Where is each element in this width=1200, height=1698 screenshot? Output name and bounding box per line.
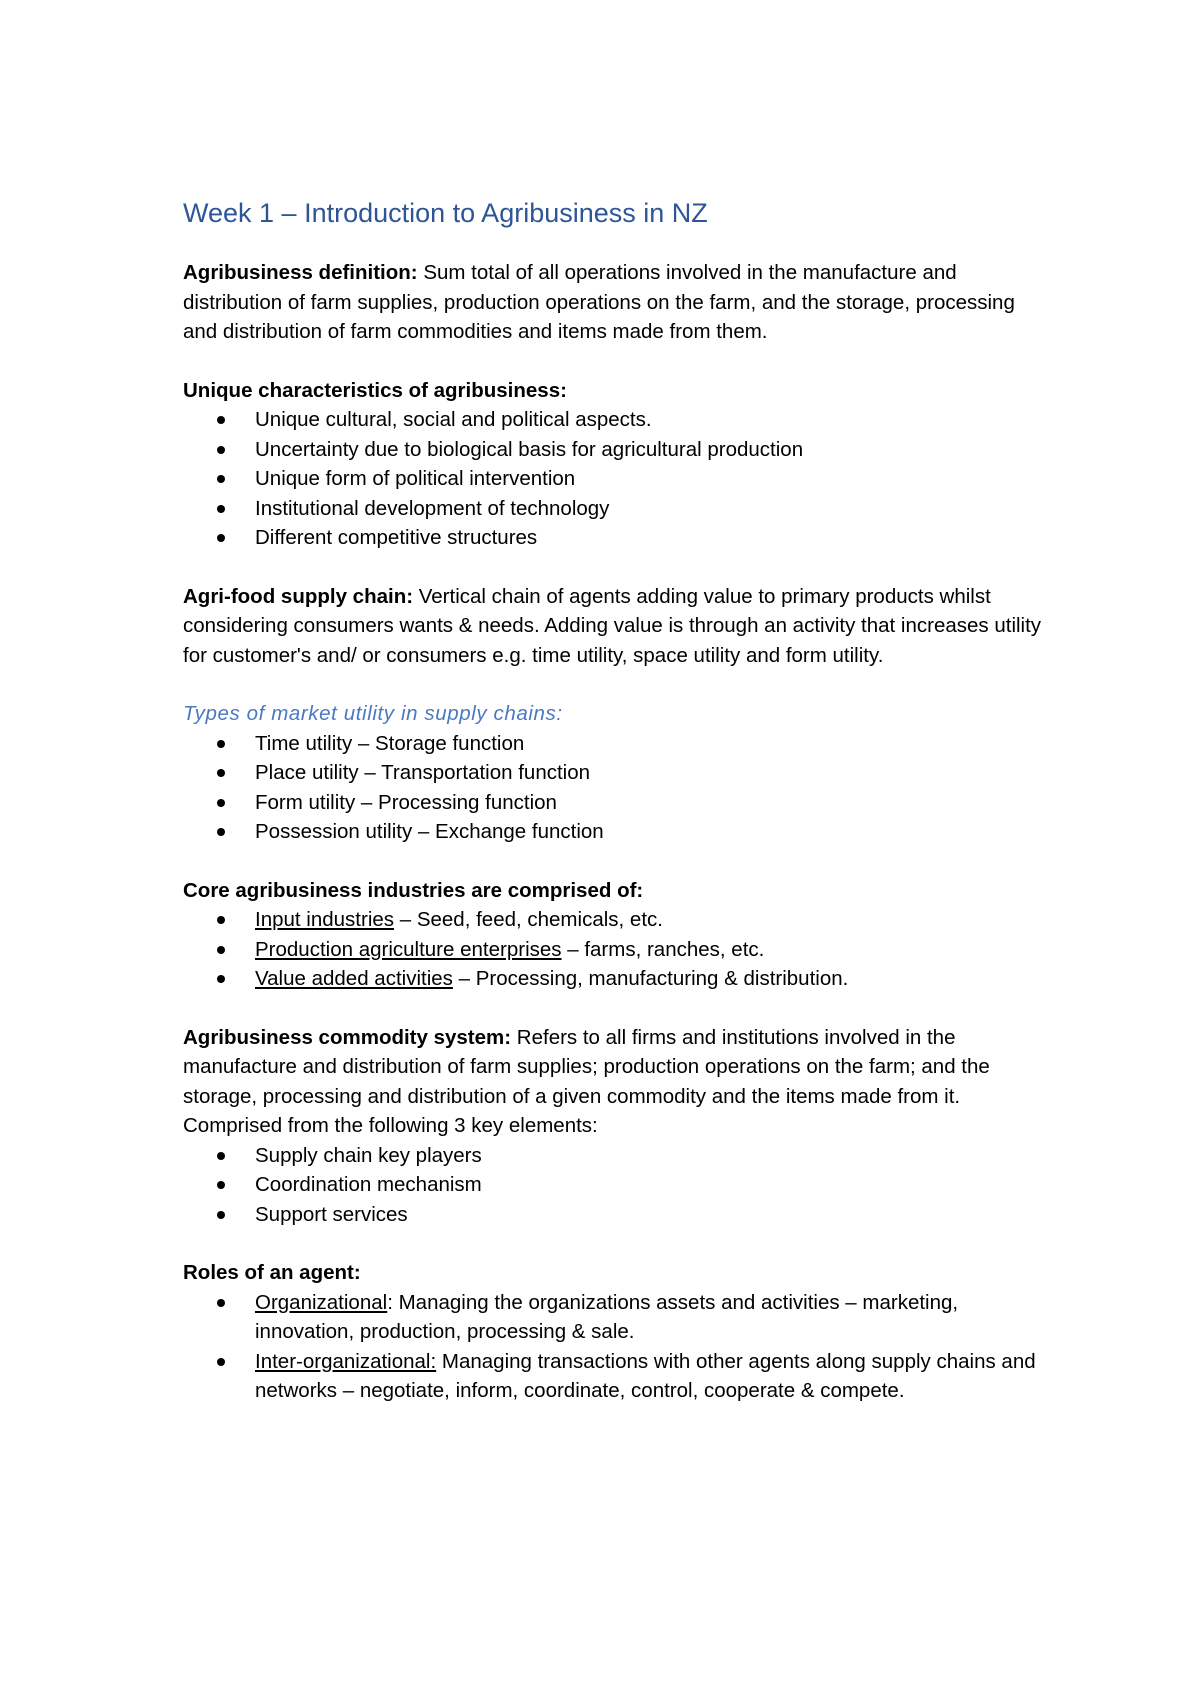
bullet-icon — [217, 799, 225, 807]
commodity-label: Agribusiness commodity system: — [183, 1025, 512, 1049]
bullet-icon — [217, 475, 225, 483]
list-item: Organizational: Managing the organizations assets and activities – marketing, innovation, production, processing & sale. — [183, 1288, 1043, 1347]
list-item: Different competitive structures — [183, 523, 1043, 553]
list-item: Time utility – Storage function — [183, 729, 1043, 759]
bullet-icon — [217, 1181, 225, 1189]
bullet-icon — [217, 416, 225, 424]
bullet-icon — [217, 828, 225, 836]
list-item: Supply chain key players — [183, 1141, 1043, 1171]
roles-list — [183, 1288, 1043, 1406]
list-item: Value added activities – Processing, manufacturing & distribution. — [183, 964, 1043, 994]
supply-chain-label: Agri-food supply chain: — [183, 584, 414, 608]
list-item: Input industries – Seed, feed, chemicals, etc. — [183, 905, 1043, 935]
list-item: Possession utility – Exchange function — [183, 817, 1043, 847]
list-item: Form utility – Processing function — [183, 788, 1043, 818]
bullet-icon — [217, 916, 225, 924]
definition-paragraph — [183, 258, 1043, 347]
core-heading: Core agribusiness industries are comprised of: — [183, 878, 644, 902]
page-title: Week 1 – Introduction to Agribusiness in NZ — [183, 198, 708, 228]
utility-heading: Types of market utility in supply chains: — [183, 702, 563, 725]
list-item: Production agriculture enterprises – farms, ranches, etc. — [183, 935, 1043, 965]
unique-list — [183, 405, 1043, 553]
bullet-icon — [217, 1152, 225, 1160]
list-item: Support services — [183, 1200, 1043, 1230]
bullet-icon — [217, 975, 225, 983]
roles-heading: Roles of an agent: — [183, 1261, 361, 1284]
document-page — [183, 196, 1043, 1435]
bullet-icon — [217, 769, 225, 777]
bullet-icon — [217, 946, 225, 954]
bullet-icon — [217, 505, 225, 513]
list-item: Uncertainty due to biological basis for agricultural production — [183, 435, 1043, 465]
commodity-text: Refers to all firms and institutions involved in the manufacture and distribution of farm supplies; production operations on the farm; and the storage, processing and distribution of a given commodity and the items made from it. Comprised from the following 3 key elements: — [183, 1025, 990, 1137]
supply-chain-paragraph — [183, 582, 1043, 671]
bullet-icon — [217, 1299, 225, 1307]
list-item: Inter-organizational: Managing transactions with other agents along supply chains and networks – negotiate, inform, coordinate, control, cooperate & compete. — [183, 1347, 1043, 1406]
core-list — [183, 905, 1043, 994]
commodity-list — [183, 1141, 1043, 1230]
bullet-icon — [217, 740, 225, 748]
commodity-paragraph — [183, 1023, 1043, 1141]
unique-heading: Unique characteristics of agribusiness: — [183, 378, 567, 402]
bullet-icon — [217, 534, 225, 542]
bullet-icon — [217, 1211, 225, 1219]
list-item: Unique cultural, social and political aspects. — [183, 405, 1043, 435]
list-item: Unique form of political intervention — [183, 464, 1043, 494]
list-item: Coordination mechanism — [183, 1170, 1043, 1200]
list-item: Institutional development of technology — [183, 494, 1043, 524]
list-item: Place utility – Transportation function — [183, 758, 1043, 788]
utility-list — [183, 729, 1043, 847]
bullet-icon — [217, 446, 225, 454]
definition-text: Sum total of all operations involved in the manufacture and distribution of farm supplies, production operations on the farm, and the storage, processing and distribution of farm commodities and items made from them. — [183, 261, 1015, 343]
definition-label: Agribusiness definition: — [183, 261, 418, 284]
bullet-icon — [217, 1358, 225, 1366]
supply-chain-text: Vertical chain of agents adding value to primary products whilst considering consumers wants & needs. Adding value is through an activity that increases utility for customer's and/ or consumers e.g. time utility, space utility and form utility. — [183, 584, 1042, 667]
